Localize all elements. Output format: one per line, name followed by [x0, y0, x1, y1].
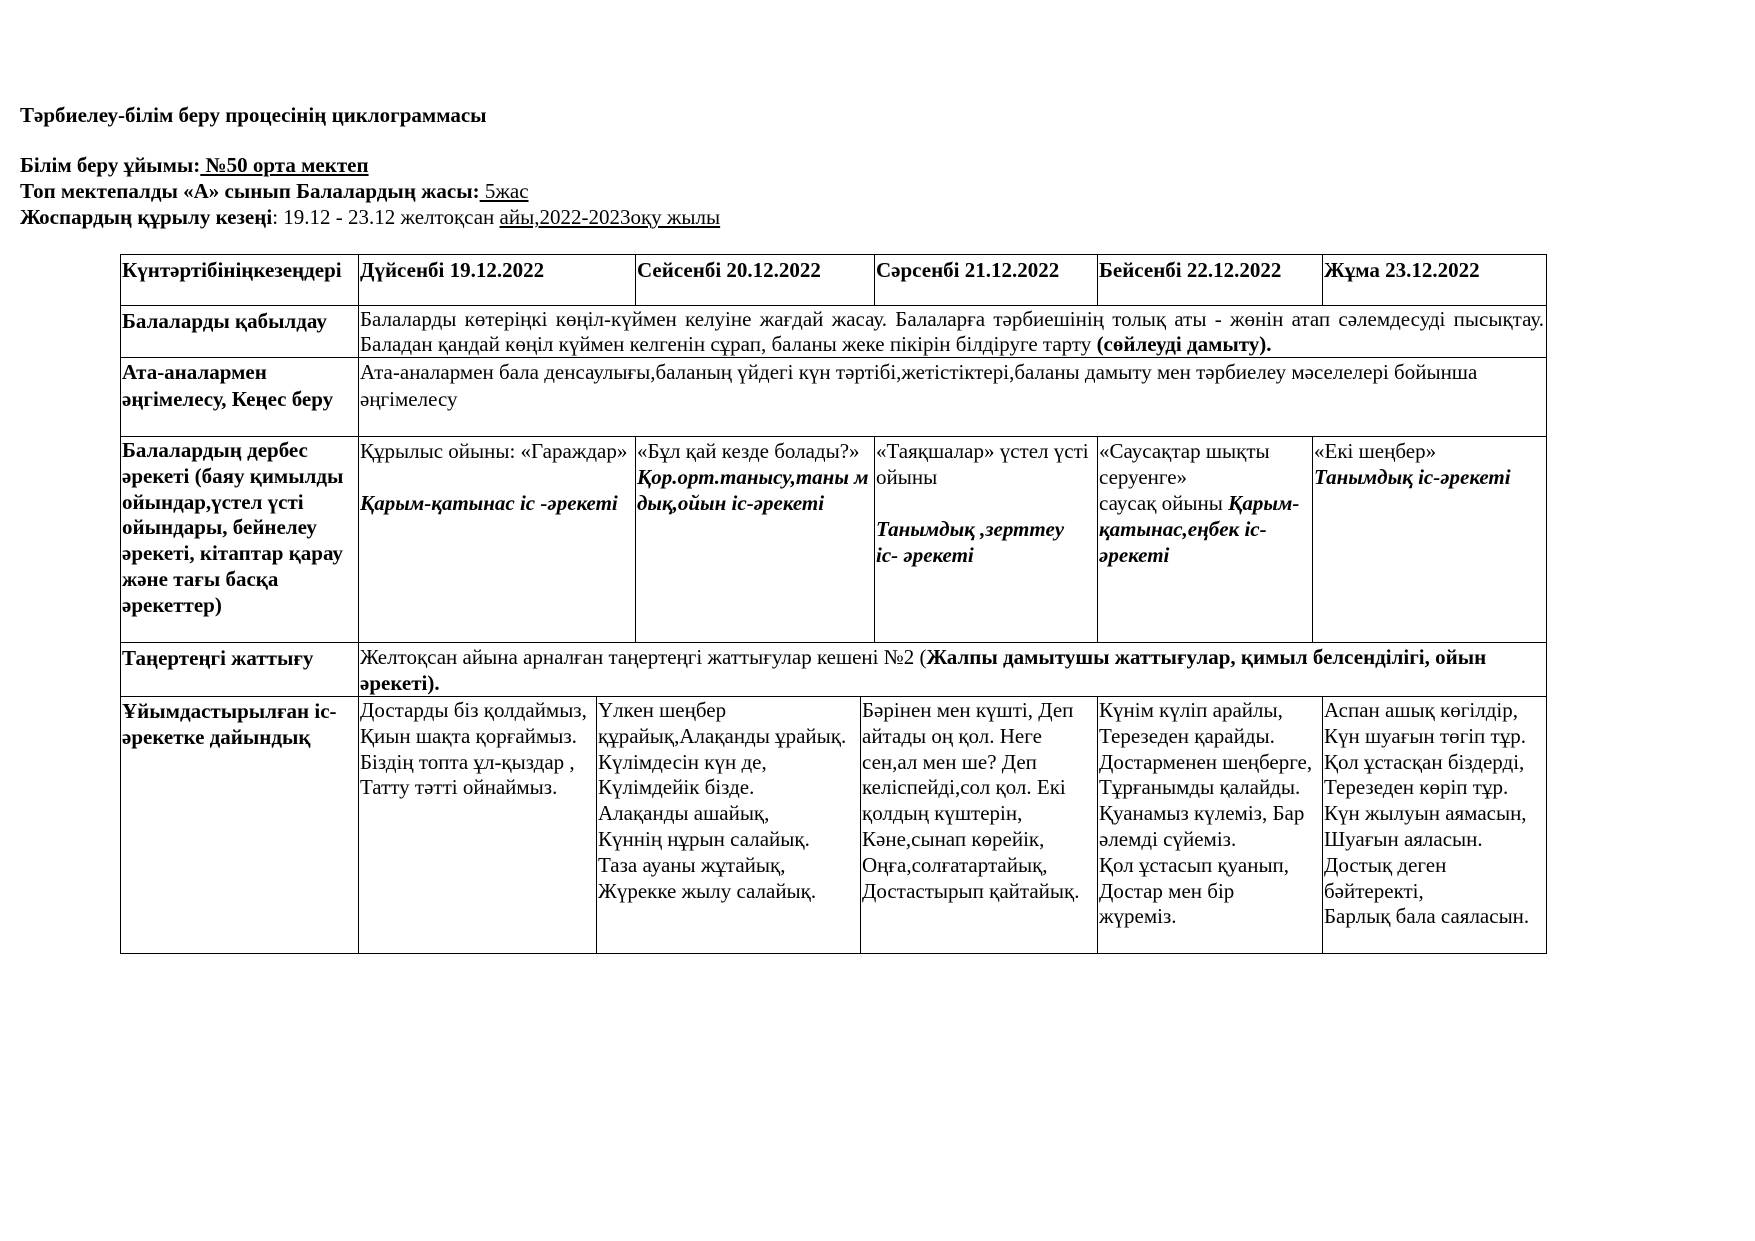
morning-exercise-description: Желтоқсан айына арналған таңертеңгі жаттығулар кешені №2 (	[360, 645, 927, 669]
row-independent-thursday	[1097, 436, 1312, 642]
poem-line: Терезеден көріп тұр.	[1324, 775, 1509, 800]
organization-line	[20, 152, 369, 178]
poem-line: Күн жылуын аямасын,	[1324, 801, 1527, 826]
reception-description: Балаларды көтеріңкі көңіл-күймен келуіне жағдай жасау. Балаларға тәрбиешінің толық аты - жөнін атап сәлемдесуді пысықтау. Баладан қандай көңіл күймен келгенін сұрап, баланы жеке пікірін білдіруге тарту	[360, 307, 1544, 356]
group-line	[20, 178, 529, 204]
header-tuesday: Сейсенбі 20.12.2022	[637, 258, 821, 282]
poem-line: Күлімдесін күн де,	[598, 749, 767, 774]
poem-line: Кәне,сынап көрейік,	[862, 826, 1045, 851]
period-line	[20, 204, 720, 230]
row-preparation-wednesday	[860, 696, 1097, 953]
row-preparation-friday	[1322, 696, 1546, 953]
poem-line: Қиын шақта қорғаймыз.	[360, 723, 577, 748]
poem-line: Достарменен шеңберге,	[1099, 749, 1313, 774]
poem-line: Бәрінен мен күшті, Деп	[862, 698, 1074, 722]
friday-game: «Екі шеңбер»	[1314, 439, 1437, 463]
row-independent-tuesday	[635, 436, 874, 642]
poem-line: Алақанды ашайық,	[598, 801, 770, 826]
poem-line: Тұрғанымды қалайды.	[1099, 775, 1301, 800]
poem-line: Біздің топта ұл-қыздар ,	[360, 749, 575, 774]
poem-line: Достар мен бір	[1099, 878, 1235, 903]
org-label: Білім беру ұйымы:	[20, 153, 201, 177]
thursday-game-type	[1099, 490, 1310, 568]
poem-line: Жүрекке жылу салайық.	[598, 878, 817, 903]
monday-activity-type: Қарым-қатынас іс -әрекеті	[360, 491, 618, 515]
header-monday: Дүйсенбі 19.12.2022	[360, 258, 545, 282]
period-value: айы,2022-2023оқу жылы	[499, 205, 721, 229]
poem-line: Таза ауаны жұтайық,	[598, 852, 786, 877]
age-value: 5жас	[479, 179, 529, 203]
reception-goal: (сөйлеуді дамыту).	[1096, 332, 1272, 356]
row-morning-exercise-label: Таңертеңгі жаттығу	[122, 646, 314, 670]
tuesday-activity-type	[637, 464, 872, 516]
poem-line: Қол ұстасып қуанып,	[1099, 852, 1290, 877]
header-thursday: Бейсенбі 22.12.2022	[1099, 258, 1282, 282]
friday-activity-type: Танымдық іс-әрекеті	[1314, 465, 1511, 489]
row-independent-label: Балалардың дербес әрекеті (баяу қимылды ойындар,үстел үсті ойындары, бейнелеу әрекеті, кітаптар қарау және тағы басқа әрекеттер)	[122, 438, 344, 617]
poem-line: Шуағын аяласын.	[1324, 826, 1483, 851]
grid-line	[120, 953, 1547, 954]
row-independent-wednesday	[874, 436, 1097, 642]
poem-line: Үлкен шеңбер	[598, 698, 727, 722]
poem-line: бәйтеректі,	[1324, 878, 1424, 903]
period-label: Жоспардың құрылу кезеңі	[20, 205, 273, 229]
poem-line: Терезеден қарайды.	[1099, 723, 1275, 748]
poem-line: келіспейді,сол қол. Екі	[862, 775, 1066, 800]
tuesday-game: «Бұл қай кезде болады?»	[637, 439, 860, 463]
tuesday-activity-line: Қор.орт.танысу,таны м	[637, 465, 869, 489]
row-reception-label: Балаларды қабылдау	[122, 309, 327, 333]
row-reception-text	[358, 305, 1546, 357]
poem-line: жүреміз.	[1099, 904, 1177, 929]
row-independent-monday	[358, 436, 635, 642]
poem-line: Қол ұстасқан біздерді,	[1324, 749, 1525, 774]
period-dates: : 19.12 - 23.12 желтоқсан	[272, 205, 500, 229]
poem-line: әлемді сүйеміз.	[1099, 826, 1237, 851]
thursday-game-kind: саусақ ойыны	[1099, 491, 1229, 515]
poem-line: Күнім күліп арайлы,	[1099, 698, 1283, 722]
wednesday-game: «Таяқшалар» үстел үсті ойыны	[876, 439, 1089, 489]
poem-line: Достық деген	[1324, 852, 1447, 877]
poem-line: Күлімдейік бізде.	[598, 775, 755, 800]
thursday-game: «Саусақтар шықты серуенге»	[1099, 439, 1270, 489]
wednesday-activity-line: Танымдық ,зерттеу	[876, 517, 1065, 541]
grid-line	[1546, 254, 1547, 954]
wednesday-activity-line: іс- әрекеті	[876, 543, 974, 567]
header-stages: Күнтәртібініңкезеңдері	[122, 258, 342, 282]
poem-line: Күн шуағын төгіп тұр.	[1324, 723, 1526, 748]
org-value: №50 орта мектеп	[200, 153, 369, 177]
poem-line: Татту тәтті ойнаймыз.	[360, 775, 558, 800]
tuesday-activity-line: дық,ойын іс-әрекеті	[637, 491, 825, 515]
poem-line: Оңға,солғатартайық,	[862, 852, 1048, 877]
poem-line: Достастырып қайтайық.	[862, 878, 1080, 903]
poem-line: Достарды біз қолдаймыз,	[360, 698, 587, 722]
row-preparation-monday	[358, 696, 596, 953]
poem-line: Күннің нұрын салайық.	[598, 826, 810, 851]
row-parents-label: Ата-аналармен әңгімелесу, Кеңес беру	[122, 360, 334, 411]
group-label: Топ мектепалды «А» сынып Балалардың жасы:	[20, 179, 480, 203]
thursday-activity-type: Қарым-қатынас,еңбек іс-әрекеті	[1099, 491, 1300, 567]
poem-line: Барлық бала саяласын.	[1324, 904, 1530, 929]
row-morning-exercise-text	[358, 642, 1546, 696]
poem-line: Аспан ашық көгілдір,	[1324, 698, 1518, 722]
row-independent-friday	[1312, 436, 1546, 642]
document-title: Тәрбиелеу-білім беру процесінің циклограммасы	[20, 103, 487, 127]
morning-exercise-types: Жалпы дамытушы жаттығулар, қимыл белсенділігі, ойын әрекеті).	[360, 645, 1487, 695]
row-parents-text: Ата-аналармен бала денсаулығы,баланың үйдегі күн тәртібі,жетістіктері,баланы дамыту мен тәрбиелеу мәселелері бойынша әңгімелесу	[360, 360, 1478, 411]
poem-line: айтады оң қол. Неге	[862, 723, 1042, 748]
row-preparation-label: Ұйымдастырылған іс-әрекетке дайындық	[122, 699, 337, 749]
monday-game: Құрылыс ойыны: «Гараждар»	[360, 439, 628, 463]
header-wednesday: Сәрсенбі 21.12.2022	[876, 258, 1060, 282]
header-friday: Жұма 23.12.2022	[1324, 258, 1480, 282]
row-preparation-tuesday	[596, 696, 860, 953]
poem-line: сен,ал мен ше? Деп	[862, 749, 1037, 774]
poem-line: Қуанамыз күлеміз, Бар	[1099, 801, 1305, 826]
poem-line: қолдың күштерін,	[862, 801, 1023, 826]
poem-line: құрайық,Алақанды ұрайық.	[598, 723, 847, 748]
row-preparation-thursday	[1097, 696, 1322, 953]
